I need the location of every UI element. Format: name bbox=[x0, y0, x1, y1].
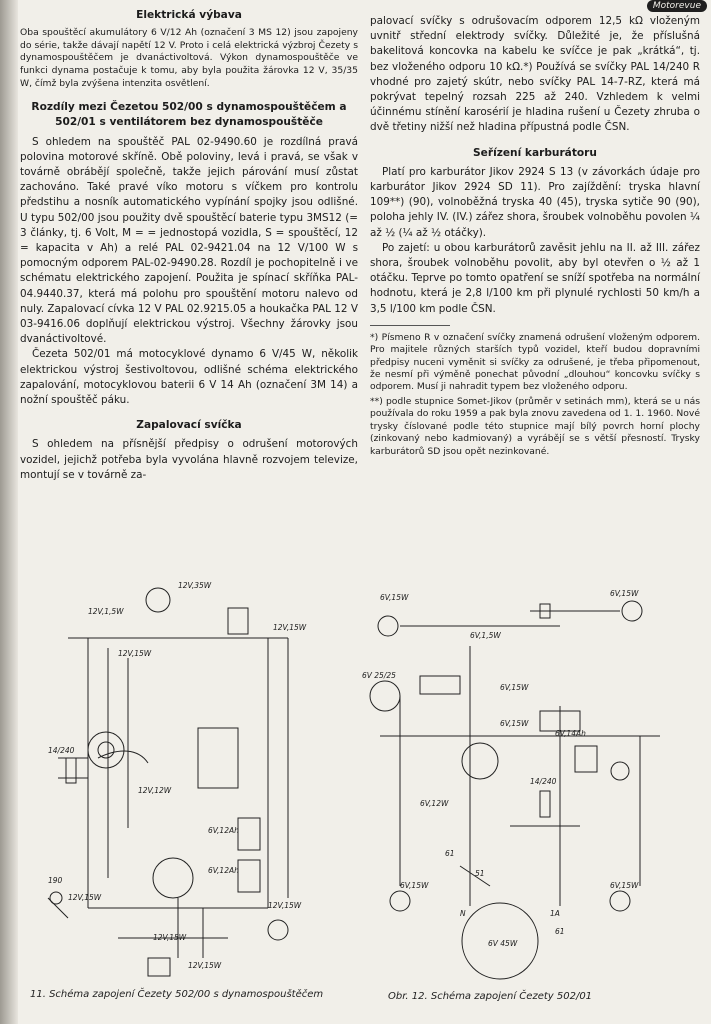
label-11: 51 bbox=[475, 869, 485, 878]
spark-plug-icon bbox=[66, 758, 76, 783]
paragraph-electrical: Oba spouštěcí akumulátory 6 V/12 Ah (označení 3 MS 12) jsou zapojeny do série, takže dávají napětí 12 V. Proto i celá elektrická výzbroj Čezety s dynamospouštěčem je dvanáctivoltová. Výkon dynamospouštěče ve funkci dynama postačuje k tomu, aby byla použita žárovka 12 V, 35/35 W, čímž byla zvýšena intenzita osvětlení. bbox=[20, 27, 358, 89]
label-16: 61 bbox=[555, 927, 565, 936]
dynamo-starter-icon bbox=[88, 732, 124, 768]
label-2: 12V,35W bbox=[178, 581, 212, 590]
label-4: 12V,15W bbox=[273, 623, 307, 632]
label-8: 14/240 bbox=[530, 777, 557, 786]
footnote-2: **) podle stupnice Somet-Jikov (průměr v setinách mm), která se u nás používala do roku 1959 a pak byla znovu zavedena od 1. 1. 1960. Nové trysky číslované podle této stupnice mají bílý povrch horní plochy (zinkovaný nebo kadmiovaný) a vyrábějí se s větší přesností. Trysky karburátorů SD jsou opět nezinkované. bbox=[370, 395, 700, 457]
paragraph-spark-plug: S ohledem na přísnější předpisy o odrušení motorových vozidel, jejichž potřeba byla vyvolána hlavně rozvojem televize, montují se v továrně za- bbox=[20, 438, 358, 481]
label-3: 12V,15W bbox=[118, 649, 152, 658]
label-17: 6V 45W bbox=[488, 939, 518, 948]
headlamp-icon bbox=[146, 588, 170, 612]
left-column bbox=[20, 8, 358, 483]
label-7: 6V,14Ah bbox=[555, 729, 586, 738]
footnote-rule bbox=[370, 325, 450, 326]
ignition-switch-icon bbox=[228, 608, 248, 634]
label-1: 12V,1,5W bbox=[88, 607, 124, 616]
horn-icon bbox=[611, 762, 629, 780]
label-4: 6V 25/25 bbox=[362, 671, 396, 680]
label-10: 12V,15W bbox=[68, 893, 102, 902]
heading-carburettor: Seřízení karburátoru bbox=[473, 146, 597, 159]
label-9: 190 bbox=[48, 876, 63, 885]
label-11: 12V,15W bbox=[153, 933, 187, 942]
label-10: 61 bbox=[445, 849, 455, 858]
label-6: 6V,15W bbox=[500, 719, 529, 728]
label-12: 12V,15W bbox=[188, 961, 222, 970]
indicator-icon bbox=[390, 891, 410, 911]
horn-icon bbox=[50, 892, 62, 904]
flywheel-icon bbox=[153, 858, 193, 898]
battery-icon bbox=[238, 818, 260, 850]
paragraph-502-01: Čezeta 502/01 má motocyklové dynamo 6 V/45 W, několik elektrickou výstroj šestivoltovou, odlišné schéma elektrického zapalování, motocyklovou baterii 6 V 14 Ah (označení 3M 14) a nožní spouštěč páku. bbox=[20, 348, 358, 407]
magazine-badge: Motorevue bbox=[647, 0, 707, 12]
heading-spark-plug: Zapalovací svíčka bbox=[136, 419, 242, 432]
label-15: 1A bbox=[550, 909, 560, 918]
footnote-1: *) Písmeno R v označení svíčky znamená odrušení vloženým odporem. Pro majitele různých starších typů vozidel, kteří budou dopravními předpisy nuceni vyměnit si svíčky za odrušené, je třeba připomenout, že nesmí při výměně ponechat původní „dlouhou“ koncovku svíčky s odporem. Musí ji nahradit typem bez vloženého odporu. bbox=[370, 331, 700, 393]
wiring-diagram-502-01 bbox=[360, 586, 690, 984]
label-5: 6V,15W bbox=[500, 683, 529, 692]
label-1: 6V,15W bbox=[380, 593, 409, 602]
caption-left: 11. Schéma zapojení Čezety 502/00 s dynamospouštěčem bbox=[30, 989, 324, 1000]
label-9: 6V,12W bbox=[420, 799, 449, 808]
label-13: 12V,15W bbox=[268, 901, 302, 910]
caption-right: Obr. 12. Schéma zapojení Čezety 502/01 bbox=[388, 991, 593, 1002]
relay-box-icon bbox=[198, 728, 238, 788]
label-7: 6V,12Ah bbox=[208, 826, 239, 835]
paragraph-carb-after: Po zajetí: u obou karburátorů zavěsit jehlu na II. až III. zářez shora, šroubek volnoběhu povolit, aby byl otevřen o ½ až 1 otáčku. Teprve po tomto opatření se sníží spotřeba na normální hodnotu, která je 2,8 l/100 km při plynulé rychlosti 50 km/h a 3,5 l/100 km podle ČSN. bbox=[370, 241, 700, 315]
label-5: 14/240 bbox=[48, 746, 75, 755]
label-2: 6V,15W bbox=[610, 589, 639, 598]
label-3: 6V,1,5W bbox=[470, 631, 501, 640]
tail-lamp-icon bbox=[148, 958, 170, 976]
indicator-icon bbox=[378, 616, 398, 636]
wiring-diagram-502-00 bbox=[28, 578, 328, 983]
indicator-icon bbox=[268, 920, 288, 940]
battery-icon bbox=[238, 860, 260, 892]
right-column bbox=[370, 14, 700, 460]
spark-plug-icon bbox=[540, 791, 550, 817]
paragraph-spark-plug-cont: palovací svíčky s odrušovacím odporem 12,5 kΩ vloženým uvnitř střední elektrody svíčky. Důležité je, že příslušná bakelitová koncovka na kabelu ke svíčce je pak „krátká“, tj. bez vloženého odporu 10 kΩ.*) Používá se svíčky PAL 14/240 R vhodné pro zajetý skútr, nebo svíčky PAL 14-7-RZ, která má pokrývat tepelný rozsah 225 až 240. Vzhledem k velmi účinnému stínění karosérií je hladina rušení u Čezety zhruba o dvě třetiny nižší než hladina přípustná podle ČSN. bbox=[370, 15, 700, 134]
heading-electrical: Elektrická výbava bbox=[136, 9, 242, 21]
heading-differences: Rozdíly mezi Čezetou 502/00 s dynamospouštěčem a 502/01 s ventilátorem bez dynamospouštěče bbox=[31, 101, 347, 129]
paragraph-differences: S ohledem na spouštěč PAL 02-9490.60 je rozdílná pravá polovina motorové skříně. Obě poloviny, levá i pravá, se však v továrně obrábějí společně, takže jejich párování musí zůstat zachováno. Také pravé víko motoru s víčkem pro kontrolu předstihu a nosník automatického vypínání spojky jsou odlišné. U typu 502/00 jsou použity dvě spouštěcí baterie typu 3MS12 (= 3 články, tj. 6 Volt, M = = jednostopá vozidla, S = spouštěcí, 12 = kapacita v Ah) a relé PAL 02-9421.04 na 12 V/100 W s pomocným odporem PAL-02-9490.28. Rozdíl je pochopitelně i ve schématu elektrického zapojení. Použita je spínací skříňka PAL-04.9440.37, která má polohu pro spouštění motoru nalevo od nuly. Zapalovací cívka 12 V PAL 02.9215.05 a houkačka PAL 12 V 03-9416.06 doplňují elektrickou výstroj. Všechny žárovky jsou dvanáctivoltové. bbox=[20, 135, 358, 346]
label-6: 12V,12W bbox=[138, 786, 172, 795]
indicator-icon bbox=[610, 891, 630, 911]
page-edge-shadow bbox=[0, 0, 18, 1024]
label-13: 6V,15W bbox=[400, 881, 429, 890]
label-12: N bbox=[460, 909, 466, 918]
indicator-icon bbox=[622, 601, 642, 621]
label-14: 6V,15W bbox=[610, 881, 639, 890]
label-8: 6V,12Ah bbox=[208, 866, 239, 875]
headlamp-icon bbox=[370, 681, 400, 711]
switch-icon bbox=[420, 676, 460, 694]
dynamo-icon bbox=[462, 743, 498, 779]
battery-icon bbox=[575, 746, 597, 772]
paragraph-carb-settings: Platí pro karburátor Jikov 2924 S 13 (v závorkách údaje pro karburátor Jikov 2924 SD 11). Pro zajíždění: tryska hlavní 109**) (90), volnoběžná tryska 40 (45), tryska sytiče 90 (90), poloha jehly IV. (IV.) zářez shora, šroubek volnoběhu povolen ¼ až ½ (¼ až ½ otáčky). bbox=[370, 165, 700, 239]
